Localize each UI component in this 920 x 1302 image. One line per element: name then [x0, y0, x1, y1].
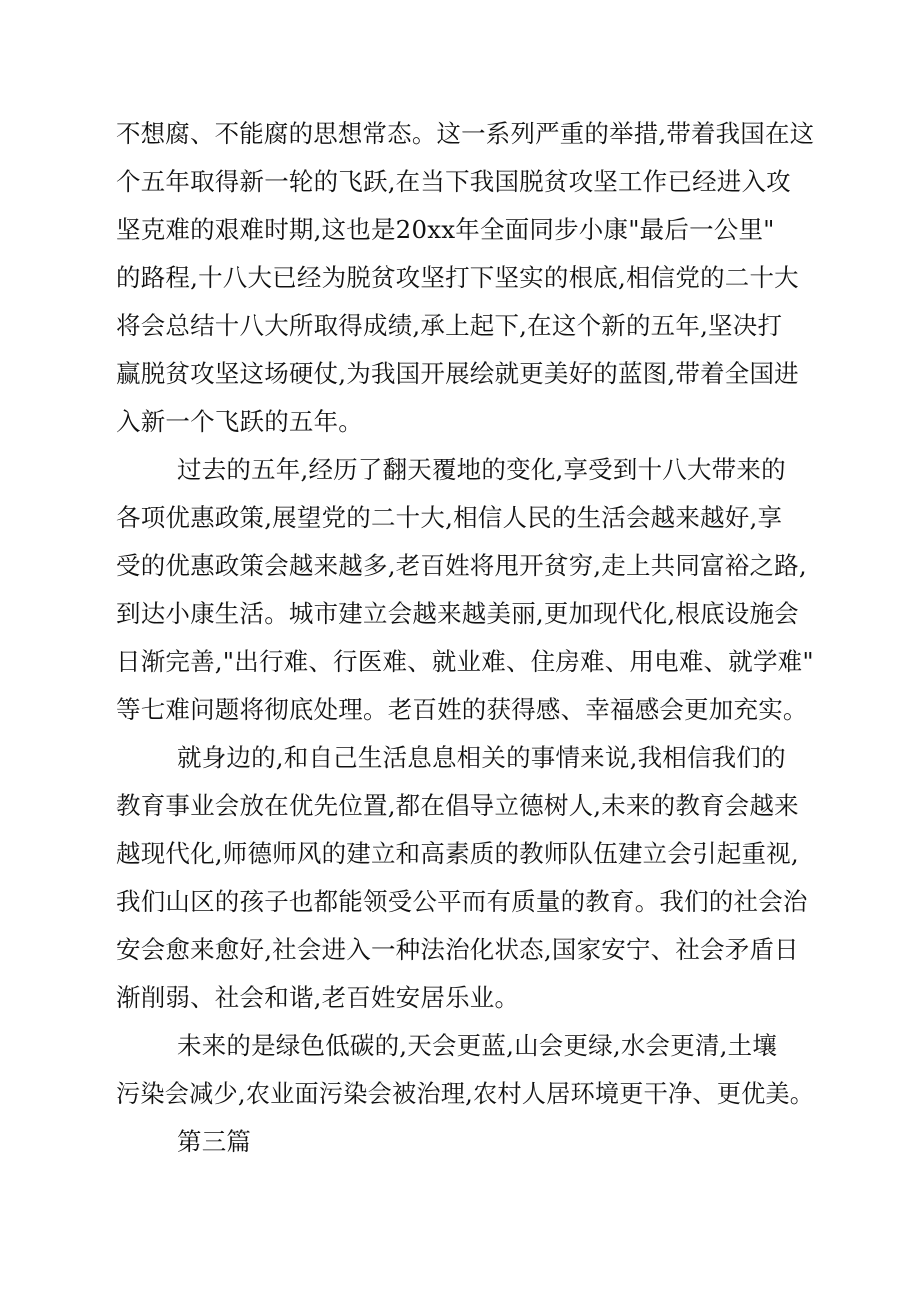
text-line: 受的优惠政策会越来越多,老百姓将甩开贫穷,走上共同富裕之路, [116, 551, 807, 580]
text-line: 等七难问题将彻底处理。老百姓的获得感、幸福感会更加充实。 [116, 695, 808, 724]
text-line: 教育事业会放在优先位置,都在倡导立德树人,未来的教育会越来 [116, 791, 799, 820]
text-line: 渐削弱、社会和谐,老百姓安居乐业。 [116, 983, 520, 1012]
text-line: 越现代化,师德师风的建立和高素质的教师队伍建立会引起重视, [116, 839, 799, 868]
text-line: 的路程,十八大已经为脱贫攻坚打下坚实的根底,相信党的二十大 [116, 263, 799, 292]
text-line: 安会愈来愈好,社会进入一种法治化状态,国家安宁、社会矛盾日 [116, 935, 799, 964]
text-line: 污染会减少,农业面污染会被治理,农村人居环境更干净、更优美。 [116, 1080, 815, 1108]
text-line: 不想腐、不能腐的思想常态。这一系列严重的举措,带着我国在这 [116, 119, 815, 148]
paragraph-first-line: 就身边的,和自己生活息息相关的事情来说,我相信我们的 [177, 743, 786, 772]
text-line: 将会总结十八大所取得成绩,承上起下,在这个新的五年,坚决打 [116, 311, 783, 340]
text-line: 坚克难的艰难时期,这也是20xx年全面同步小康"最后一公里" [116, 215, 775, 244]
text-line: 个五年取得新一轮的飞跃,在当下我国脱贫攻坚工作已经进入攻 [116, 167, 791, 196]
text-line: 到达小康生活。城市建立会越来越美丽,更加现代化,根底设施会 [116, 599, 799, 628]
text-line: 我们山区的孩子也都能领受公平而有质量的教育。我们的社会治 [116, 887, 808, 916]
paragraph-first-line: 未来的是绿色低碳的,天会更蓝,山会更绿,水会更清,土壤 [177, 1031, 778, 1060]
paragraph-first-line: 过去的五年,经历了翻天覆地的变化,享受到十八大带来的 [177, 455, 786, 484]
text-line: 入新一个飞跃的五年。 [116, 407, 363, 436]
text-line: 日渐完善,"出行难、行医难、就业难、住房难、用电难、就学难" [116, 647, 814, 676]
text-line: 赢脱贫攻坚这场硬仗,为我国开展绘就更美好的蓝图,带着全国进 [116, 359, 799, 388]
text-line: 各项优惠政策,展望党的二十大,相信人民的生活会越来越好,享 [116, 503, 783, 532]
section-heading: 第三篇 [177, 1127, 252, 1156]
